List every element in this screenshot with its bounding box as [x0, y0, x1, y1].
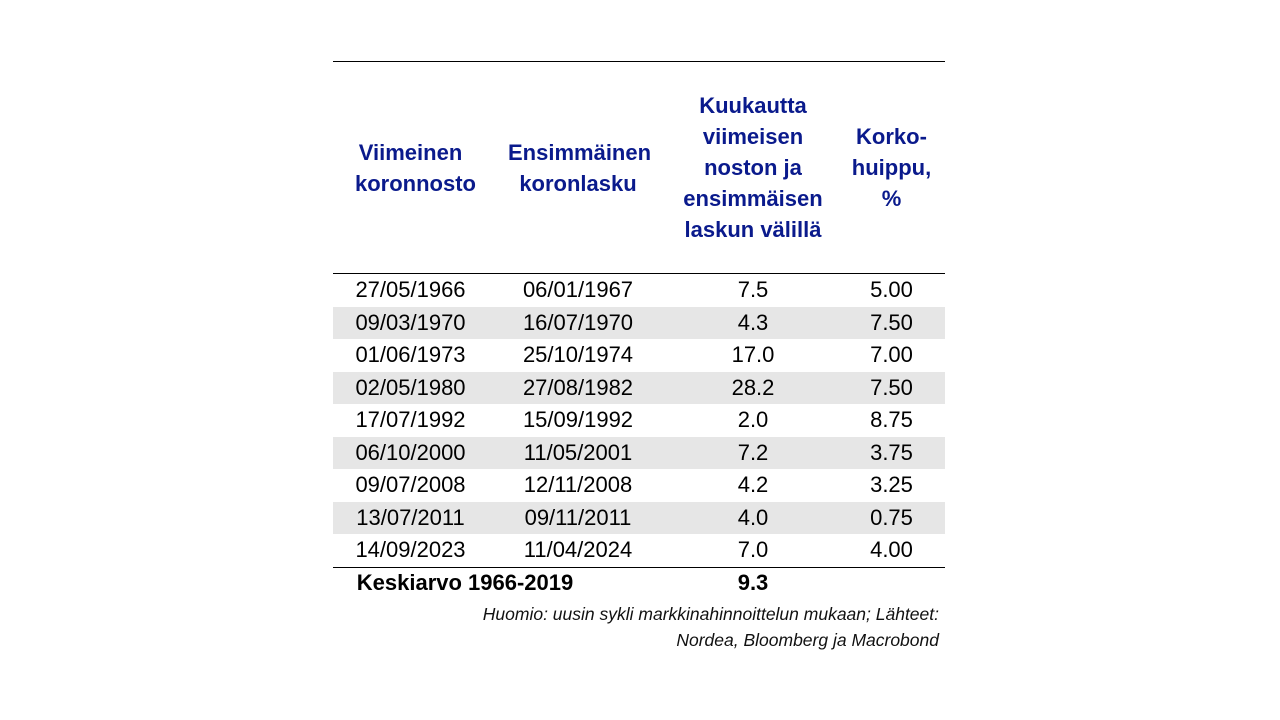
- cell-peak-rate: 8.75: [870, 407, 913, 433]
- header-first-cut: Ensimmäinen koronlasku: [508, 139, 652, 196]
- table-row: [333, 372, 945, 405]
- cell-first-cut: 27/08/1982: [522, 374, 634, 400]
- table-row: [333, 307, 945, 340]
- header-months-between: Kuukautta viimeisen noston ja ensimmäisen laskun välillä: [683, 93, 823, 242]
- cell-first-cut: 25/10/1974: [522, 342, 634, 368]
- table-body: [333, 274, 945, 567]
- cell-peak-rate: 3.25: [870, 472, 913, 498]
- header-peak-rate: Korko-huippu, %: [851, 124, 932, 211]
- average-value: 9.3: [737, 570, 769, 595]
- cell-first-cut: 15/09/1992: [522, 407, 634, 433]
- table-row: [333, 469, 945, 502]
- cell-months-between: 7.5: [737, 277, 769, 303]
- cell-months-between: 4.2: [737, 472, 769, 498]
- cell-peak-rate: 7.50: [870, 374, 913, 400]
- cell-first-cut: 12/11/2008: [523, 472, 633, 498]
- cell-first-cut: 11/04/2024: [523, 537, 633, 563]
- cell-last-hike: 09/07/2008: [355, 472, 466, 498]
- cell-last-hike: 14/09/2023: [355, 537, 466, 563]
- table-row: [333, 502, 945, 535]
- source-note-line-2: Nordea, Bloomberg ja Macrobond: [676, 629, 939, 650]
- cell-first-cut: 06/01/1967: [522, 277, 634, 303]
- cell-months-between: 2.0: [737, 407, 769, 433]
- cell-months-between: 17.0: [731, 342, 775, 368]
- cell-peak-rate: 4.00: [870, 537, 913, 563]
- cell-peak-rate: 3.75: [870, 439, 913, 465]
- cell-peak-rate: 5.00: [870, 277, 913, 303]
- source-note-line-1: Huomio: uusin sykli markkinahinnoittelun mukaan; Lähteet:: [482, 603, 939, 624]
- table-row: [333, 274, 945, 307]
- cell-peak-rate: 0.75: [870, 504, 913, 530]
- table-row: [333, 404, 945, 437]
- cell-last-hike: 01/06/1973: [355, 342, 466, 368]
- cell-first-cut: 11/05/2001: [523, 439, 633, 465]
- cell-peak-rate: 7.50: [870, 309, 913, 335]
- cell-months-between: 4.0: [737, 504, 769, 530]
- source-note: [333, 601, 945, 653]
- cell-first-cut: 16/07/1970: [522, 309, 634, 335]
- table-row: [333, 339, 945, 372]
- table-header: [333, 62, 945, 274]
- cell-peak-rate: 7.00: [870, 342, 913, 368]
- cell-last-hike: 09/03/1970: [355, 309, 466, 335]
- cell-last-hike: 27/05/1966: [355, 277, 466, 303]
- cell-months-between: 4.3: [737, 309, 769, 335]
- average-row: [333, 567, 945, 599]
- header-last-hike: Viimeinen koronnosto: [355, 139, 476, 196]
- table-row: [333, 534, 945, 567]
- cell-months-between: 7.2: [737, 439, 769, 465]
- cell-last-hike: 13/07/2011: [356, 504, 465, 530]
- cell-last-hike: 17/07/1992: [355, 407, 466, 433]
- cell-last-hike: 02/05/1980: [355, 374, 466, 400]
- table-row: [333, 437, 945, 470]
- average-label: Keskiarvo 1966-2019: [356, 570, 574, 595]
- cell-months-between: 28.2: [731, 374, 775, 400]
- cell-months-between: 7.0: [737, 537, 769, 563]
- cell-first-cut: 09/11/2011: [524, 504, 632, 530]
- rate-cycle-table: [333, 61, 945, 653]
- cell-last-hike: 06/10/2000: [355, 439, 466, 465]
